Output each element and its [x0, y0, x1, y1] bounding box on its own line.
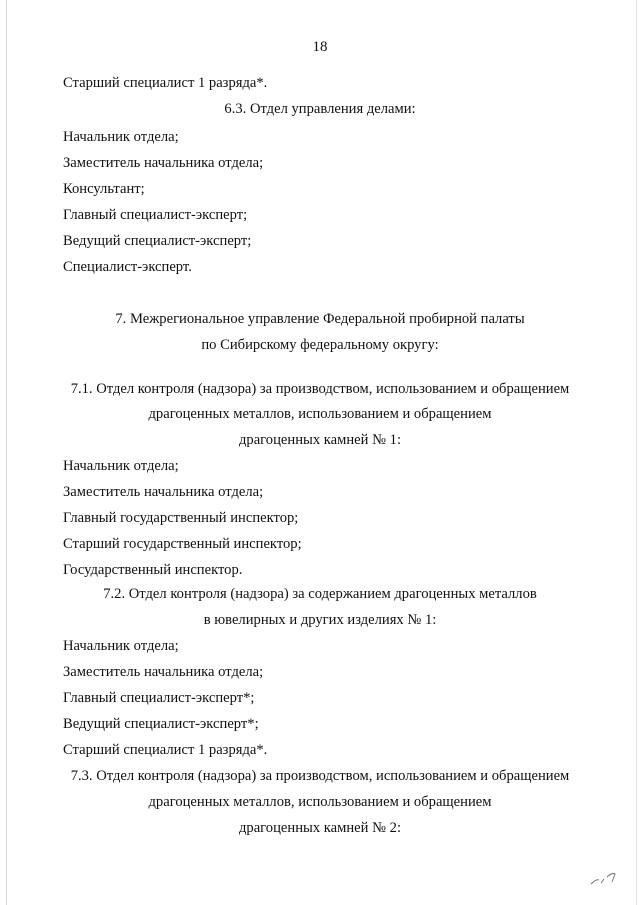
chapter-title: по Сибирскому федеральному округу: [201, 337, 439, 353]
list-item: Главный специалист-эксперт; [63, 207, 248, 223]
section-heading: драгоценных камней № 2: [238, 820, 402, 836]
list-item: Главный специалист-эксперт*; [63, 690, 255, 706]
section-heading: драгоценных камней № 1: [238, 432, 402, 448]
section-heading: в ювелирных и других изделиях № 1: [203, 612, 437, 628]
list-item: Начальник отдела; [63, 458, 179, 474]
list-item: Заместитель начальника отдела; [63, 664, 264, 680]
list-item: Начальник отдела; [63, 129, 179, 145]
list-item: Старший специалист 1 разряда*. [63, 742, 268, 758]
list-item: Государственный инспектор. [63, 562, 243, 578]
section-heading: 6.3. Отдел управления делами: [224, 101, 416, 117]
list-item: Главный государственный инспектор; [63, 510, 299, 526]
section-heading: 7.3. Отдел контроля (надзора) за производством, использованием и обращением [70, 768, 570, 784]
handwritten-mark-icon [585, 866, 625, 890]
text-line: Старший специалист 1 разряда*. [63, 75, 268, 91]
list-item: Заместитель начальника отдела; [63, 155, 264, 171]
list-item: Ведущий специалист-эксперт*; [63, 716, 259, 732]
page-number: 18 [312, 39, 328, 55]
section-heading: 7.2. Отдел контроля (надзора) за содержанием драгоценных металлов [103, 586, 537, 602]
list-item: Заместитель начальника отдела; [63, 484, 264, 500]
list-item: Ведущий специалист-эксперт; [63, 233, 252, 249]
chapter-title: 7. Межрегиональное управление Федеральной пробирной палаты [115, 311, 525, 327]
list-item: Консультант; [63, 181, 145, 197]
list-item: Специалист-эксперт. [63, 259, 192, 275]
list-item: Старший государственный инспектор; [63, 536, 302, 552]
section-heading: драгоценных металлов, использованием и обращением [148, 794, 492, 810]
list-item: Начальник отдела; [63, 638, 179, 654]
section-heading: драгоценных металлов, использованием и обращением [148, 406, 492, 422]
section-heading: 7.1. Отдел контроля (надзора) за производством, использованием и обращением [70, 381, 570, 397]
